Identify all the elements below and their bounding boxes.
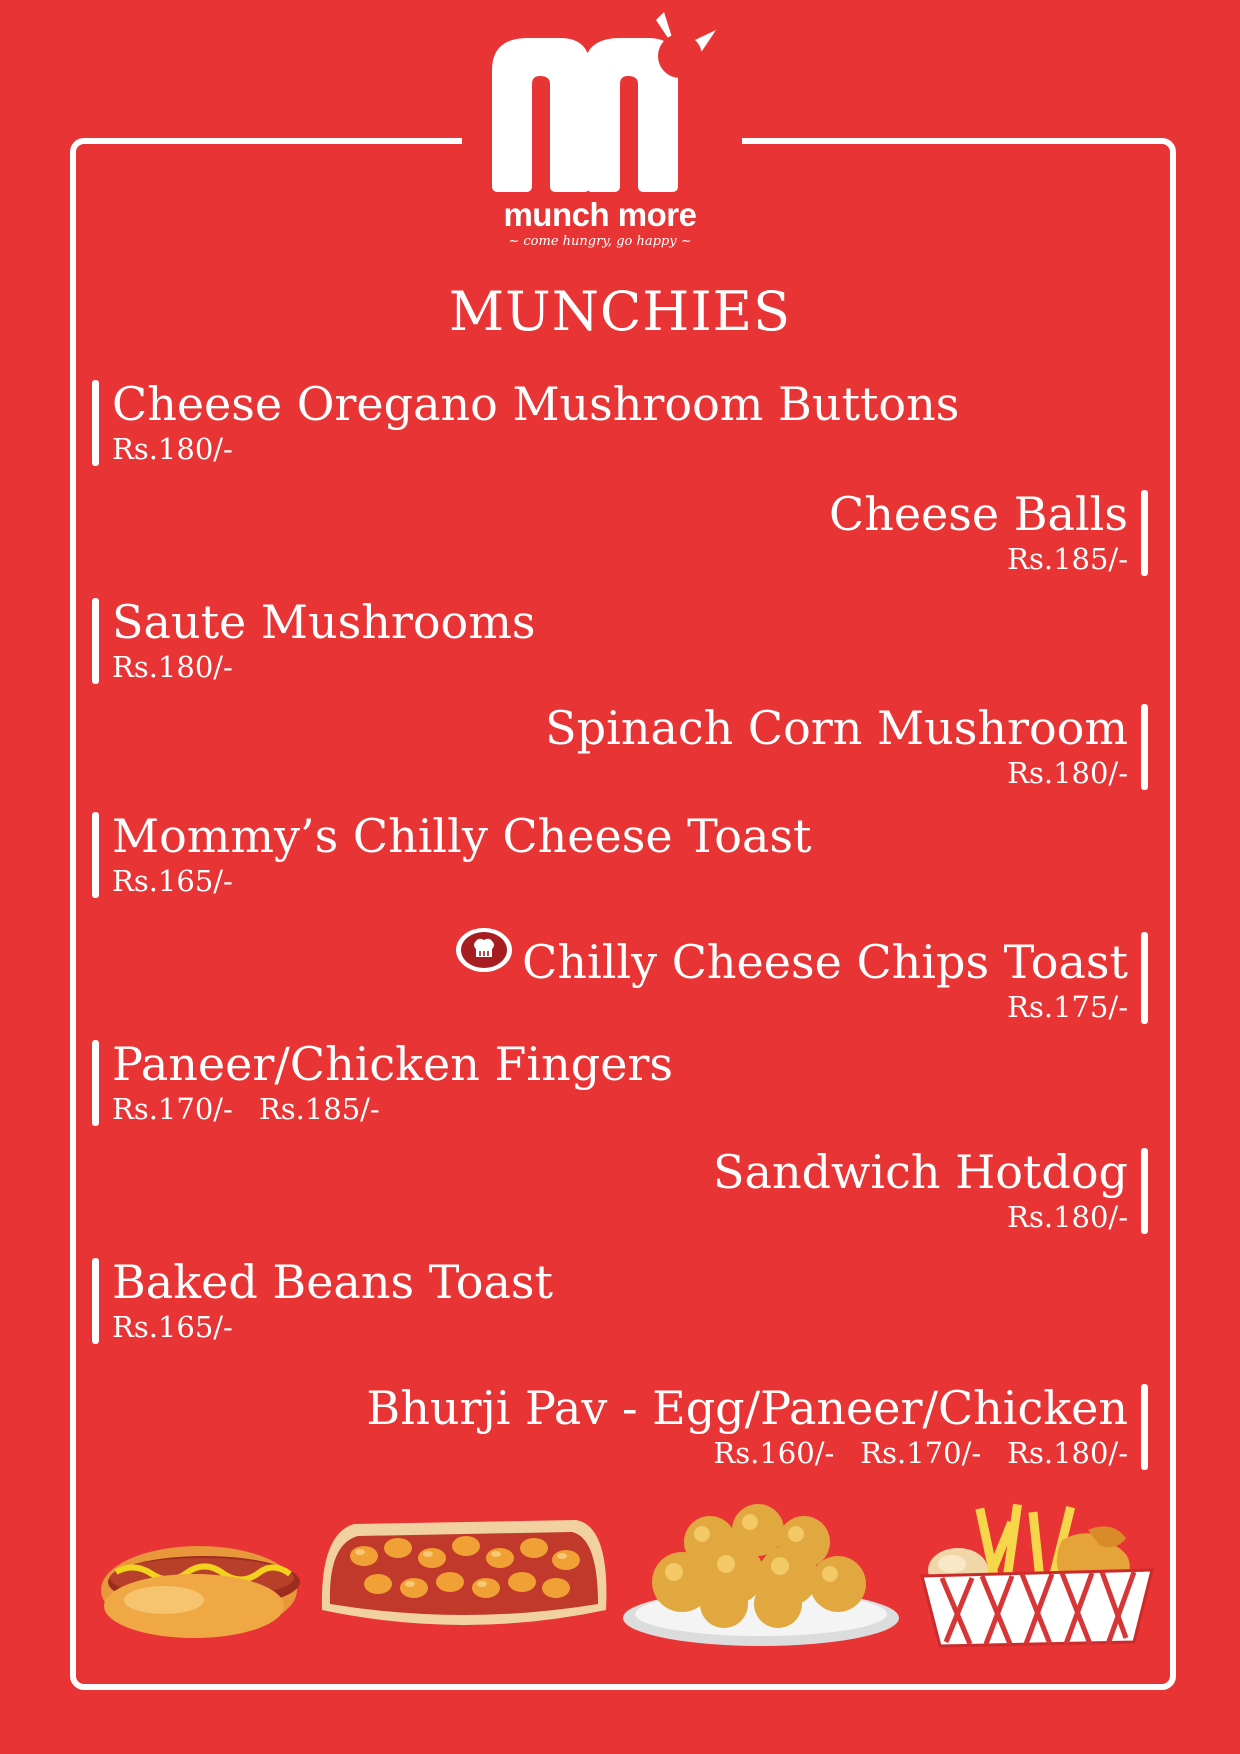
hotdog-illustration (94, 1500, 304, 1650)
item-name: Cheese Oregano Mushroom Buttons (112, 377, 960, 431)
item-name: Saute Mushrooms (112, 595, 536, 649)
item-bracket (1141, 1384, 1148, 1470)
fries-basket-illustration (912, 1500, 1162, 1650)
item-price-row (112, 1092, 673, 1126)
item-bracket (92, 812, 99, 898)
menu-item (92, 376, 959, 466)
cheese-balls-illustration (618, 1500, 904, 1650)
item-name: Chilly Cheese Chips Toast (522, 935, 1128, 989)
brand-name: munch more (503, 196, 697, 233)
item-name: Bhurji Pav - Egg/Paneer/Chicken (366, 1381, 1128, 1435)
brand-tagline: ~ come hungry, go happy ~ (508, 234, 692, 249)
item-price: Rs.170/- (112, 1092, 233, 1126)
menu-item (366, 1380, 1148, 1470)
item-price: Rs.185/- (258, 1092, 380, 1126)
item-price: Rs.180/- (112, 650, 233, 684)
item-price: Rs.160/- (713, 1436, 835, 1470)
menu-item (829, 486, 1148, 576)
baked-beans-toast-illustration (314, 1500, 614, 1650)
menu-item (92, 1036, 673, 1126)
item-name-row (456, 928, 1128, 990)
item-bracket (92, 1258, 99, 1344)
item-bracket (1141, 490, 1148, 576)
item-price: Rs.180/- (1007, 756, 1128, 790)
menu-item (92, 1254, 553, 1344)
item-price: Rs.175/- (1007, 990, 1128, 1024)
item-bracket (1141, 932, 1148, 1024)
item-price: Rs.180/- (112, 432, 233, 466)
item-price: Rs.170/- (860, 1436, 982, 1470)
item-price: Rs.165/- (112, 1310, 233, 1344)
menu-item (545, 700, 1148, 790)
item-price-row (366, 1436, 1128, 1470)
item-name: Mommy’s Chilly Cheese Toast (112, 809, 812, 863)
item-bracket (1141, 704, 1148, 790)
item-name: Spinach Corn Mushroom (545, 701, 1128, 755)
item-name: Cheese Balls (829, 487, 1128, 541)
item-bracket (92, 1040, 99, 1126)
item-price: Rs.180/- (1007, 1436, 1128, 1470)
item-price: Rs.185/- (1007, 542, 1128, 576)
item-bracket (92, 598, 99, 684)
menu-item (92, 808, 811, 898)
section-title: MUNCHIES (448, 280, 792, 343)
chef-hat-icon (456, 928, 512, 972)
item-bracket (1141, 1148, 1148, 1234)
item-price: Rs.180/- (1007, 1200, 1128, 1234)
item-name: Paneer/Chicken Fingers (112, 1037, 674, 1091)
menu-item (456, 928, 1148, 1024)
menu-item (713, 1144, 1148, 1234)
item-bracket (92, 380, 99, 466)
menu-item (92, 594, 535, 684)
item-price: Rs.165/- (112, 864, 233, 898)
item-name: Baked Beans Toast (112, 1255, 554, 1309)
item-name: Sandwich Hotdog (713, 1145, 1128, 1199)
